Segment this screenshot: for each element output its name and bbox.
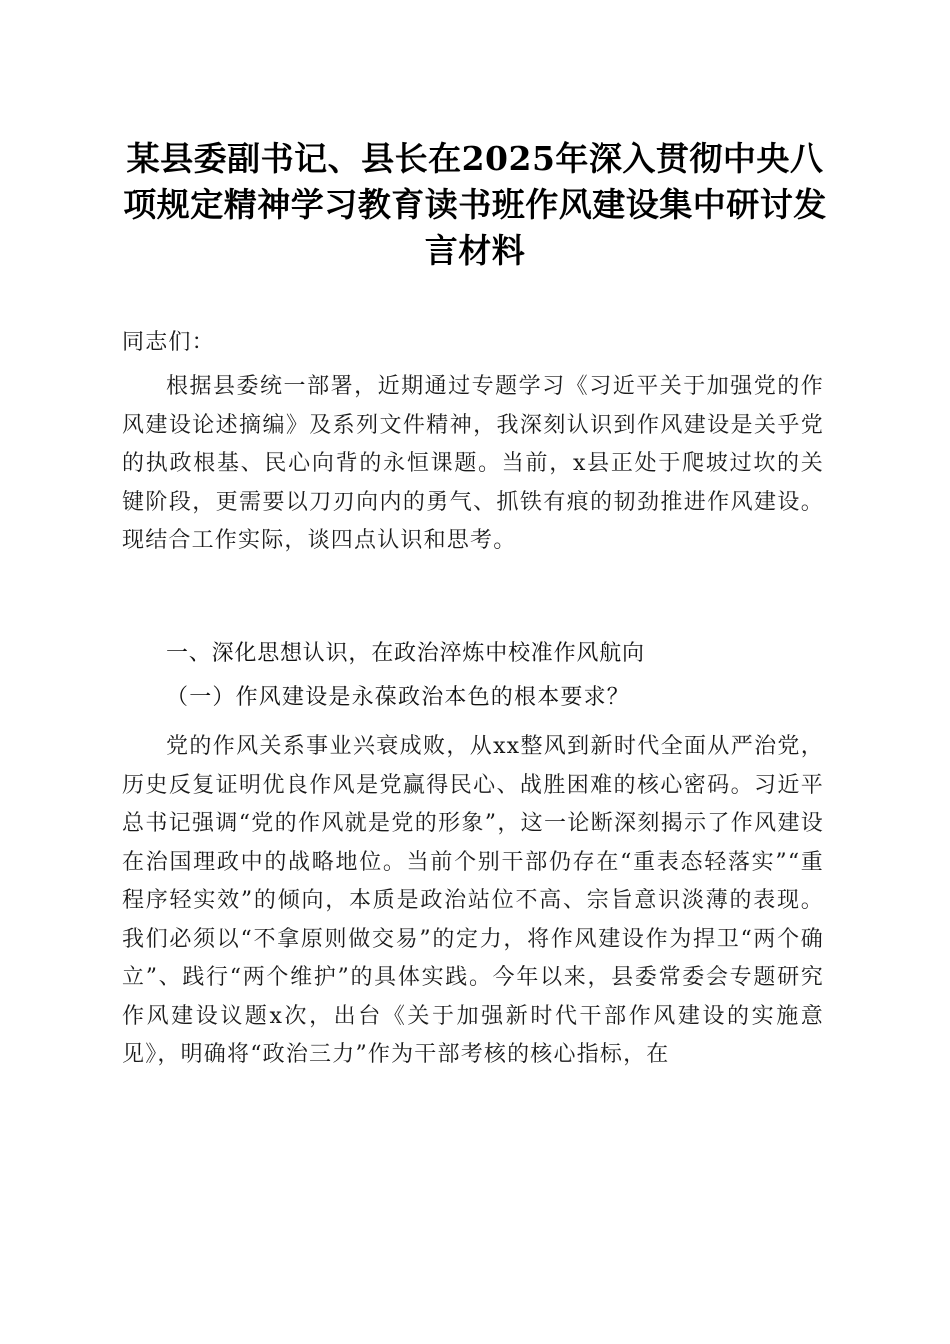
subsection-heading: （一）作风建设是永葆政治本色的根本要求？ — [166, 685, 631, 710]
salutation: 同志们： — [122, 330, 215, 355]
document-title: 某县委副书记、县长在2025年深入贯彻中央八项规定精神学习教育读书班作风建设集中研讨发言材料 — [123, 139, 827, 270]
section-paragraph: 党的作风关系事业兴衰成败，从xx整风到新时代全面从严治党，历史反复证明优良作风是党赢得民心、战胜困难的核心密码。习近平总书记强调“党的作风就是党的形象”，这一论断深刻揭示了作风建设在治国理政中的战略地位。当前个别干部仍存在“重表态轻落实”“重程序轻实效”的倾向，本质是政治站位不高、宗旨意识淡薄的表现。我们必须以“不拿原则做交易”的定力，将作风建设作为捍卫“两个确立”、践行“两个维护”的具体实践。今年以来，县委常委会专题研究作风建设议题x次，出台《关于加强新时代干部作风建设的实施意见》，明确将“政治三力”作为干部考核的核心指标，在 — [122, 734, 824, 1067]
section-heading: 一、深化思想认识，在政治淬炼中校准作风航向 — [166, 641, 645, 666]
intro-paragraph: 根据县委统一部署，近期通过专题学习《习近平关于加强党的作风建设论述摘编》及系列文件精神，我深刻认识到作风建设是关乎党的执政根基、民心向背的永恒课题。当前，x县正处于爬坡过坎的关键阶段，更需要以刀刃向内的勇气、抓铁有痕的韧劲推进作风建设。现结合工作实际，谈四点认识和思考。 — [122, 374, 824, 553]
